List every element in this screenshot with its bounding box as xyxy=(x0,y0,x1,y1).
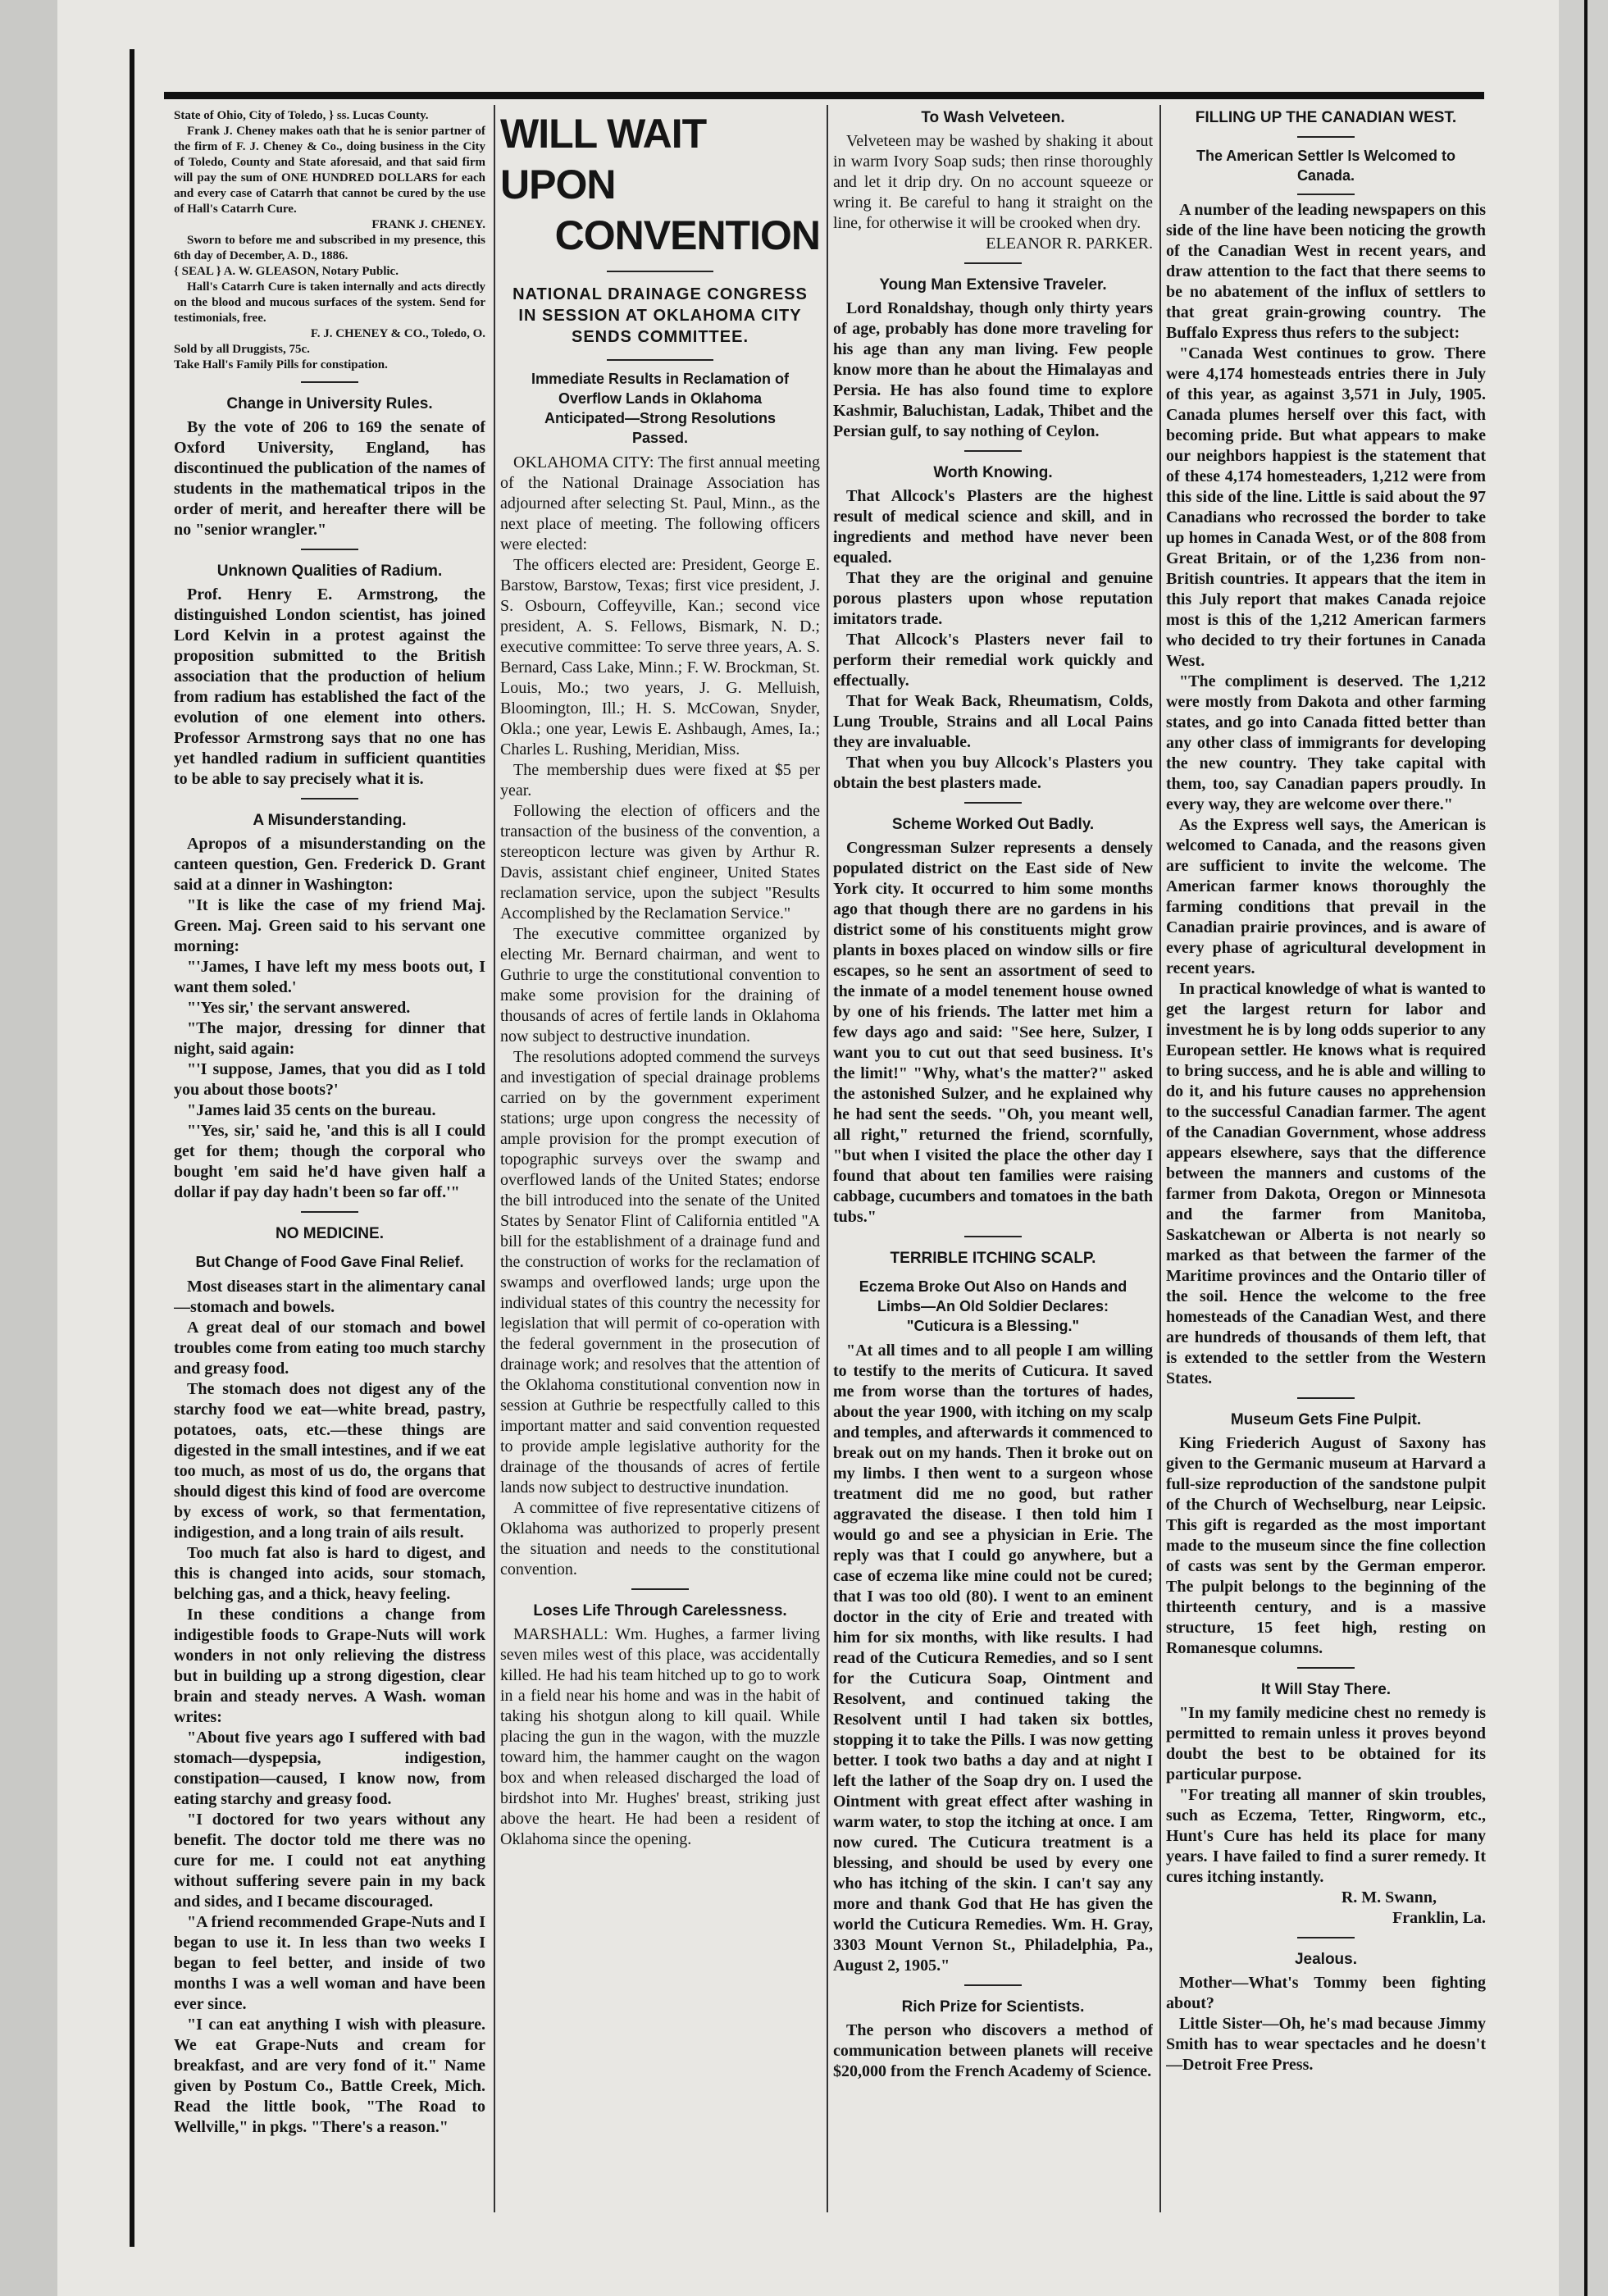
ad-line: Sold by all Druggists, 75c. xyxy=(174,343,310,356)
article-paragraph: A great deal of our stomach and bowel troubles come from eating too much starchy and greasy food. xyxy=(174,1319,485,1378)
article-signature: Franklin, La. xyxy=(1392,1909,1486,1927)
article-paragraph: "James laid 35 cents on the bureau. xyxy=(187,1101,436,1119)
article-paragraph: OKLAHOMA CITY: The first annual meeting of the National Drainage Association has adjourned after selecting St. Paul, Minn., as the next place of meeting. The following officers were elected: xyxy=(500,453,820,554)
article-heading: Young Man Extensive Traveler. xyxy=(879,276,1107,294)
section-rule xyxy=(964,262,1022,264)
article-paragraph: "'James, I have left my mess boots out, I want them soled.' xyxy=(174,958,485,996)
article-paragraph: "At all times and to all people I am willing to testify to the merits of Cuticura. It saved me from worse than the tortures of hades, about the year 1900, with itching on my scalp and temples, and afterwards it commenced to break out on my hands. Then it broke out on my limbs. I then went to a surgeon whose treatment did me no good, but rather aggravated the disease. I then told him I would go and see a physician in Erie. The reply was that I could go anywhere, but a case of eczema like mine could not be cured; that I was too old (80). I went to an eminent doctor in the city of Erie and treated with him for six months, with like results. I had read of the Cuticura Remedies, and so I sent for the Cuticura Soap, Ointment and Resolvent, and continued taking the Resolvent until I had taken six bottles, stopping it to take the Pills. I was now getting better. I took two baths a day and at night I left the lather of the Soap dry on. I used the Ointment with great effect after washing in warm water, to stop the itching at once. I am now cured. The Cuticura treatment is a blessing, and should be used by every one who has itching of the skin. I can't say any more and thank God that He has given the world the Cuticura Remedies. Wm. H. Gray, 3303 Mount Vernon St., Philadelphia, Pa., August 2, 1905." xyxy=(833,1342,1153,1975)
section-rule xyxy=(1297,136,1355,138)
article-paragraph: A number of the leading newspapers on this side of the line have been noticing the growth of the Canadian West in recent years, and draw attention to the fact that there seems to be no abatement of the influx of settlers to that great grain-growing country. The Buffalo Express thus refers to the subject: xyxy=(1166,201,1486,342)
ad-line: FRANK J. CHENEY. xyxy=(371,218,485,231)
article-paragraph: "'I suppose, James, that you did as I told you about those boots?' xyxy=(174,1060,485,1099)
article-paragraph: "'Yes sir,' the servant answered. xyxy=(187,999,411,1017)
headline-line-1: WILL WAIT UPON xyxy=(500,111,707,207)
section-rule xyxy=(964,1236,1022,1237)
section-rule xyxy=(964,802,1022,804)
article-paragraph: Apropos of a misunderstanding on the canteen question, Gen. Frederick D. Grant said at a dinner in Washington: xyxy=(174,835,485,894)
article-heading: Jealous. xyxy=(1294,1951,1358,1968)
article-paragraph: Prof. Henry E. Armstrong, the distinguished London scientist, has joined Lord Kelvin in a protest against the proposition submitted to the British association that the production of helium from radium has established the fact of the evolution of one element into others. Professor Armstrong says that no one has yet handled radium in sufficient quantities to be able to say precisely what it is. xyxy=(174,585,485,788)
article-paragraph: "A friend recommended Grape-Nuts and I began to use it. In less than two weeks I began to feel better, and inside of two months I was a well woman and have been ever since. xyxy=(174,1913,485,2013)
section-rule xyxy=(1297,194,1355,195)
article-paragraph: Lord Ronaldshay, though only thirty years of age, probably has done more traveling for his age than any man living. Few people know more than he about the Himalayas and Persia. He has also found time to explore Kashmir, Baluchistan, Ladak, Thibet and the Persian gulf, to say nothing of Ceylon. xyxy=(833,299,1153,440)
column-2 xyxy=(500,108,820,2232)
ad-line: Frank J. Cheney makes oath that he is senior partner of the firm of F. J. Cheney & Co., doing business in the City of Toledo, County and State aforesaid, and that said firm will pay the sum of ONE HUNDRED DOLLARS for each and every case of Catarrh that cannot be cured by the use of Hall's Catarrh Cure. xyxy=(174,125,485,216)
article-pulpit xyxy=(1166,1410,1486,1659)
section-rule xyxy=(301,381,358,383)
section-rule xyxy=(1297,1667,1355,1669)
article-paragraph: "The compliment is deserved. The 1,212 were mostly from Dakota and other farming states, and go into Canada fitted better than any other class of immigrants for developing the new country. They take capital with them, too, say Canadian papers proudly. In every way, they are welcome over there." xyxy=(1166,672,1486,813)
right-border-line xyxy=(1584,0,1588,2296)
article-paragraph: MARSHALL: Wm. Hughes, a farmer living seven miles west of this place, was accidentally killed. He had his team hitched up to go to work in a field near his home and was in the habit of taking his shotgun along to kill quail. While placing the gun in the wagon, with the muzzle toward him, the hammer caught on the wagon box and when released discharged the load of birdshot into Mr. Hughes' breast, striking just above the heart. He had been a resident of Oklahoma since the opening. xyxy=(500,1625,820,1848)
article-worth-knowing xyxy=(833,463,1153,794)
article-heading: TERRIBLE ITCHING SCALP. xyxy=(890,1250,1096,1267)
left-border-rule xyxy=(130,49,134,2247)
section-rule xyxy=(964,450,1022,452)
article-heading: Unknown Qualities of Radium. xyxy=(216,563,443,580)
column-3 xyxy=(833,108,1153,2232)
article-paragraph: "Canada West continues to grow. There were 4,174 homesteads entries there in July of this year, as against 3,571 in July, 1905. Canada plumes herself over this fact, with becoming pride. But what appears to make our neighbors happiest is the statement that of these 4,174 homesteaders, 1,212 were from this side of the line. Little is said about the 97 Canadians who recrossed the border to take up homes in Canada West, or of the 808 from Great Britain, or of the 1,236 from non-British countries. It appears that the item in this July report that makes Canada rejoice most is this of the 1,212 American farmers who decided to try their fortunes in Canada West. xyxy=(1166,344,1486,670)
article-paragraph: That Allcock's Plasters are the highest result of medical science and skill, and in ingredients and method have never been equaled. xyxy=(833,487,1153,567)
article-paragraph: That for Weak Back, Rheumatism, Colds, Lung Trouble, Strains and all Local Pains they are invaluable. xyxy=(833,692,1153,751)
article-paragraph: As the Express well says, the American is welcomed to Canada, and the reasons given are sufficient to invite the welcome. The American farmer knows thoroughly the farming conditions that prevail in the Canadian prairie provinces, and is aware of every phase of agricultural development in recent years. xyxy=(1166,816,1486,977)
section-rule xyxy=(607,271,713,272)
article-itching-scalp xyxy=(833,1249,1153,1976)
column-separator-2 xyxy=(827,105,828,2212)
column-separator-1 xyxy=(494,105,495,2212)
article-heading: NO MEDICINE. xyxy=(276,1225,384,1242)
ad-line: Take Hall's Family Pills for constipation. xyxy=(174,358,388,371)
ad-line: Sworn to before me and subscribed in my presence, this 6th day of December, A. D., 1886. xyxy=(174,234,485,262)
article-velveteen xyxy=(833,108,1153,254)
article-paragraph: The officers elected are: President, George E. Barstow, Barstow, Texas; first vice president, J. S. Osbourn, Coffeyville, Kan.; second vice president, A. S. Fellows, Bismark, N. D.; executive committee: To serve three years, A. S. Bernard, Cass Lake, Minn.; F. W. Brockman, St. Louis, Mo.; two years, J. G. Melluish, Bloomington, Ill.; H. S. McCowan, Snyder, Okla.; one year, Lewis E. Ashbaugh, Ames, Ia.; Charles L. Rushing, Meridian, Miss. xyxy=(500,556,820,758)
article-heading: A Misunderstanding. xyxy=(253,812,407,829)
article-subheading: Eczema Broke Out Also on Hands and Limbs—An Old Soldier Declares: "Cuticura is a Blessing." xyxy=(859,1278,1127,1334)
section-rule xyxy=(964,1984,1022,1986)
article-no-medicine xyxy=(174,1224,485,2138)
article-paragraph: King Friederich August of Saxony has given to the Germanic museum at Harvard a full-size reproduction of the sandstone pulpit of the Church of Wechselburg, near Leipsic. This gift is regarded as the most important made to the museum since the fine collection of casts was sent by the German emperor. The pulpit belongs to the beginning of the thirteenth century, and is a massive structure, 15 feet high, resting on Romanesque columns. xyxy=(1166,1434,1486,1657)
article-carelessness xyxy=(500,1601,820,1850)
article-paragraph: Too much fat also is hard to digest, and this is changed into acids, sour stomach, belching gas, and a thick, heavy feeling. xyxy=(174,1544,485,1603)
main-headline xyxy=(500,108,820,261)
headline-deck-2: Immediate Results in Reclamation of Overflow Lands in Oklahoma Anticipated—Strong Resolutions Passed. xyxy=(531,371,790,446)
catarrh-ad xyxy=(174,108,485,373)
article-paragraph: "In my family medicine chest no remedy is permitted to remain unless it proves beyond doubt the best to be obtained for its particular purpose. xyxy=(1166,1704,1486,1784)
article-paragraph: In these conditions a change from indigestible foods to Grape-Nuts will work wonders in not only relieving the distress but in building up a strong digestion, clear brain and steady nerves. A Wash. woman writes: xyxy=(174,1606,485,1726)
article-heading: Scheme Worked Out Badly. xyxy=(891,816,1095,833)
article-paragraph: "I doctored for two years without any benefit. The doctor told me there was no cure for me. I could not eat anything without suffering severe pain in my back and sides, and I became discouraged. xyxy=(174,1811,485,1911)
masthead-rule xyxy=(164,92,1484,99)
article-heading: Change in University Rules. xyxy=(226,395,433,412)
article-heading: It Will Stay There. xyxy=(1260,1681,1392,1698)
article-heading: FILLING UP THE CANADIAN WEST. xyxy=(1195,109,1457,126)
article-prize xyxy=(833,1998,1153,2082)
article-paragraph: That when you buy Allcock's Plasters you obtain the best plasters made. xyxy=(833,754,1153,792)
article-paragraph: Little Sister—Oh, he's mad because Jimmy Smith has to wear spectacles and he doesn't—Detroit Free Press. xyxy=(1166,2015,1486,2074)
article-paragraph: Mother—What's Tommy been fighting about? xyxy=(1166,1974,1486,2012)
column-1 xyxy=(174,108,485,2232)
ad-line: { SEAL } A. W. GLEASON, Notary Public. xyxy=(174,265,399,278)
article-paragraph: In practical knowledge of what is wanted to get the largest return for labor and investment he is by long odds superior to any European settler. He knows what is required to bring success, and he is able and willing to do it, and his future causes no apprehension to the successful Canadian farmer. The agent of the Canadian Government, whose address appears elsewhere, says that the difference between the manners and customs of the farmer from Dakota, Oregon or Minnesota and the farmer from Manitoba, Saskatchewan or Alberta is not nearly so marked as that between the farmer of the Maritime provinces and the Ontario tiller of the soil. Hence the welcome to the free homesteads of the Canadian West, and there are hundreds of thousands of them left, that is extended to the settler from the Western States. xyxy=(1166,980,1486,1387)
article-heading: Museum Gets Fine Pulpit. xyxy=(1230,1411,1422,1428)
article-signature: ELEANOR R. PARKER. xyxy=(986,235,1153,253)
article-scheme xyxy=(833,815,1153,1228)
section-rule xyxy=(631,1588,689,1590)
article-traveler xyxy=(833,276,1153,442)
article-paragraph: The person who discovers a method of communication between planets will receive $20,000 from the French Academy of Science. xyxy=(833,2021,1153,2080)
section-rule xyxy=(301,798,358,800)
article-university xyxy=(174,394,485,540)
article-paragraph: Congressman Sulzer represents a densely populated district on the East side of New York city. It occurred to him some months ago that though there are no gardens in his district some of his constituents might grow plants in boxes placed on window sills or fire escapes, so he sent an assortment of seed to the inmate of a model tenement house owned by one of his friends. The latter met him a few days ago and said: "See here, Sulzer, I want you to cut out that seed business. It's the limit!" "Why, what's the matter?" asked the astonished Sulzer, and he explained why he had sent the seeds. "Oh, you meant well, all right," returned the friend, scornfully, "but when I visited the place the other day I found that about ten families were raising cabbage, cucumbers and tomatoes in the bath tubs." xyxy=(833,839,1153,1226)
article-paragraph: A committee of five representative citizens of Oklahoma was authorized to properly present the situation and needs to the constitutional convention. xyxy=(500,1499,820,1578)
article-stay-there xyxy=(1166,1680,1486,1929)
headline-line-2: CONVENTION xyxy=(554,212,820,258)
article-canadian-west xyxy=(1166,108,1486,1389)
article-paragraph: Most diseases start in the alimentary canal—stomach and bowels. xyxy=(174,1278,485,1316)
ad-line: Hall's Catarrh Cure is taken internally and acts directly on the blood and mucous surfaces of the system. Send for testimonials, free. xyxy=(174,280,485,325)
article-paragraph: The membership dues were fixed at $5 per year. xyxy=(500,761,820,800)
article-jealous xyxy=(1166,1950,1486,2075)
section-rule xyxy=(301,1211,358,1213)
article-heading: Loses Life Through Carelessness. xyxy=(533,1602,787,1620)
article-paragraph: That Allcock's Plasters never fail to perform their remedial work quickly and effectually. xyxy=(833,631,1153,690)
column-separator-3 xyxy=(1159,105,1161,2212)
article-paragraph: "The major, dressing for dinner that night, said again: xyxy=(174,1019,485,1058)
article-subheading: But Change of Food Gave Final Relief. xyxy=(195,1254,464,1270)
article-paragraph: By the vote of 206 to 169 the senate of Oxford University, England, has discontinued the publication of the names of students in the mathematical tripos in the order of merit, and hereafter there will be no "senior wrangler." xyxy=(174,418,485,539)
page-left-margin xyxy=(0,0,57,2296)
ad-line: F. J. CHENEY & CO., Toledo, O. xyxy=(310,327,485,340)
section-rule xyxy=(607,359,713,361)
article-heading: Rich Prize for Scientists. xyxy=(901,1998,1085,2016)
section-rule xyxy=(301,549,358,550)
ad-line: State of Ohio, City of Toledo, } ss. Lucas County. xyxy=(174,109,429,122)
article-paragraph: "I can eat anything I wish with pleasure. We eat Grape-Nuts and cream for breakfast, and are very fond of it." Name given by Postum Co., Battle Creek, Mich. Read the little book, "The Road to Wellville," in pkgs. "There's a reason." xyxy=(174,2016,485,2136)
article-paragraph: "For treating all manner of skin troubles, such as Eczema, Tetter, Ringworm, etc., Hunt's Cure has held its place for many years. I have failed to find a surer remedy. It cures itching instantly. xyxy=(1166,1786,1486,1886)
article-paragraph: "It is like the case of my friend Maj. Green. Maj. Green said to his servant one morning: xyxy=(174,896,485,955)
section-rule xyxy=(1297,1397,1355,1399)
section-rule xyxy=(1297,1937,1355,1938)
article-paragraph: The stomach does not digest any of the starchy food we eat—white bread, pastry, potatoes, oats, etc.—these things are digested in the small intestines, and if we eat too much, as most of us do, the organs that should digest this kind of food are overcome by excess of work, so that fermentation, indigestion, and a long train of ails result. xyxy=(174,1380,485,1542)
article-radium xyxy=(174,562,485,790)
article-subheading: The American Settler Is Welcomed to Canada. xyxy=(1196,148,1456,184)
article-paragraph: Velveteen may be washed by shaking it about in warm Ivory Soap suds; then rinse thoroughly and let it drip dry. On no account squeeze or wring it. Be careful to hang it straight on the line, for otherwise it will be crooked when dry. xyxy=(833,132,1153,232)
article-misunderstanding xyxy=(174,811,485,1203)
article-heading: To Wash Velveteen. xyxy=(921,109,1065,126)
article-paragraph: "'Yes, sir,' said he, 'and this is all I could get for them; though the corporal who bought 'em said he'd have given half a dollar if pay day hadn't been so far off.'" xyxy=(174,1122,485,1201)
page-right-margin xyxy=(1559,0,1608,2296)
article-paragraph: The executive committee organized by electing Mr. Bernard chairman, and went to Guthrie to urge the constitutional convention to make some provision for the draining of thousands of acres of fertile lands in Oklahoma now subject to destructive inundation. xyxy=(500,925,820,1046)
article-paragraph: The resolutions adopted commend the surveys and investigation of special drainage problems carried on by the government experiment stations; urge upon congress the necessity of ample provision for the prompt execution of topographic surveys over the swamp and overflowed lands of the United States; endorse the bill introduced into the senate of the United States by Senator Flint of California entitled "A bill for the establishment of a drainage fund and the construction of works for the reclamation of swamps and overflowed lands; urge upon the individual states of this country the necessity for legislation that will permit of co-operation with the federal government in the prosecution of drainage work; and resolves that the attention of the Oklahoma constitutional convention now in session at Guthrie be respectfully called to this important matter and said convention requested to provide ample legislative authority for the drainage of the thousands of acres of fertile lands now subject to destructive inundation. xyxy=(500,1048,820,1496)
article-paragraph: "About five years ago I suffered with bad stomach—dyspepsia, indigestion, constipation—caused, I know now, from eating starchy and greasy food. xyxy=(174,1729,485,1808)
article-heading: Worth Knowing. xyxy=(933,464,1053,481)
article-paragraph: Following the election of officers and the transaction of the business of the convention, a stereopticon lecture was given by Arthur R. Davis, assistant chief engineer, United States reclamation service, upon the subject "Results Accomplished by the Reclamation Service." xyxy=(500,802,820,922)
article-signature: R. M. Swann, xyxy=(1341,1888,1437,1906)
headline-deck-1: NATIONAL DRAINAGE CONGRESS IN SESSION AT OKLAHOMA CITY SENDS COMMITTEE. xyxy=(512,285,808,346)
column-4 xyxy=(1166,108,1486,2232)
article-paragraph: That they are the original and genuine porous plasters upon whose reputation imitators trade. xyxy=(833,569,1153,628)
